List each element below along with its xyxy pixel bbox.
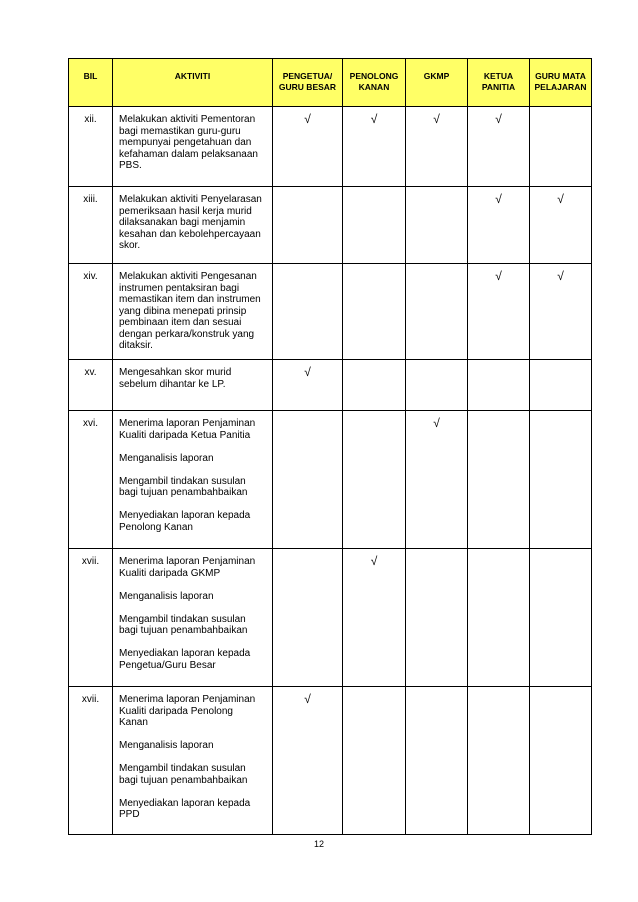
check-mark: √ bbox=[406, 411, 468, 549]
empty-cell bbox=[343, 687, 406, 835]
empty-cell bbox=[530, 687, 592, 835]
activity-line: bagi memastikan guru-guru bbox=[119, 125, 241, 137]
row-number: xiii. bbox=[69, 187, 113, 264]
check-mark: √ bbox=[530, 264, 592, 360]
activity-line: Mengambil tindakan susulan bbox=[119, 475, 246, 487]
activity-line: kesahan dan kebolehpercayaan bbox=[119, 228, 261, 240]
activity-line: Kualiti daripada Penolong bbox=[119, 705, 233, 717]
line-gap bbox=[119, 786, 267, 798]
empty-cell bbox=[273, 187, 343, 264]
activity-line: Kualiti daripada Ketua Panitia bbox=[119, 429, 251, 441]
header-aktiviti: AKTIVITI bbox=[113, 59, 273, 107]
header-row bbox=[69, 59, 592, 107]
table-row bbox=[69, 107, 592, 187]
line-gap bbox=[119, 441, 267, 453]
activity-line: Kualiti daripada GKMP bbox=[119, 567, 221, 579]
row-number: xv. bbox=[69, 360, 113, 411]
header-penolong-kanan: PENOLONG KANAN bbox=[343, 59, 406, 107]
activity-line: Menganalisis laporan bbox=[119, 452, 214, 464]
activity-line: Menerima laporan Penjaminan bbox=[119, 418, 256, 429]
line-gap bbox=[119, 579, 267, 591]
empty-cell bbox=[406, 687, 468, 835]
header-guru-mata-pelajaran: GURU MATA PELAJARAN bbox=[530, 59, 592, 107]
header-bil: BIL bbox=[69, 59, 113, 107]
empty-cell bbox=[273, 549, 343, 687]
check-mark: √ bbox=[273, 360, 343, 411]
activity-line: ditaksir. bbox=[119, 340, 153, 351]
check-mark: √ bbox=[468, 264, 530, 360]
empty-cell bbox=[530, 107, 592, 187]
activity-line: skor. bbox=[119, 240, 141, 251]
activity-line: sebelum dihantar ke LP. bbox=[119, 378, 226, 390]
empty-cell bbox=[406, 187, 468, 264]
line-gap bbox=[119, 752, 267, 764]
row-number: xii. bbox=[69, 107, 113, 187]
line-gap bbox=[119, 637, 267, 649]
empty-cell bbox=[273, 264, 343, 360]
activity-table bbox=[68, 58, 592, 835]
activity-cell bbox=[113, 360, 273, 411]
table-row bbox=[69, 264, 592, 360]
activity-line: Mengambil tindakan susulan bbox=[119, 763, 246, 774]
check-mark: √ bbox=[273, 687, 343, 835]
line-gap bbox=[119, 464, 267, 476]
empty-cell bbox=[406, 549, 468, 687]
activity-line: instrumen pentaksiran bagi bbox=[119, 282, 240, 294]
check-mark: √ bbox=[468, 187, 530, 264]
activity-line: Melakukan aktiviti Penyelarasan bbox=[119, 194, 262, 205]
row-number: xvii. bbox=[69, 687, 113, 835]
empty-cell bbox=[468, 360, 530, 411]
activity-line: bagi tujuan penambahbaikan bbox=[119, 774, 248, 786]
activity-line: memastikan item dan instrumen bbox=[119, 294, 261, 305]
activity-line: Menganalisis laporan bbox=[119, 740, 214, 751]
activity-line: Penolong Kanan bbox=[119, 521, 193, 533]
activity-line: PPD bbox=[119, 809, 140, 820]
empty-cell bbox=[468, 687, 530, 835]
activity-cell bbox=[113, 411, 273, 549]
activity-line: Melakukan aktiviti Pengesanan bbox=[119, 271, 257, 282]
activity-line: bagi tujuan penambahbaikan bbox=[119, 487, 248, 498]
line-gap bbox=[119, 602, 267, 614]
empty-cell bbox=[343, 360, 406, 411]
header-ketua-panitia: KETUA PANITIA bbox=[468, 59, 530, 107]
page-number: 12 bbox=[313, 839, 324, 849]
activity-cell bbox=[113, 187, 273, 264]
activity-line: Kanan bbox=[119, 717, 148, 728]
activity-line: dilaksanakan bagi menjamin bbox=[119, 217, 246, 228]
check-mark: √ bbox=[530, 187, 592, 264]
activity-line: PBS. bbox=[119, 160, 142, 171]
line-gap bbox=[119, 729, 267, 741]
header-gkmp: GKMP bbox=[406, 59, 468, 107]
line-gap bbox=[119, 499, 267, 511]
empty-cell bbox=[406, 360, 468, 411]
row-number: xvii. bbox=[69, 549, 113, 687]
activity-line: dengan perkara/konstruk yang bbox=[119, 328, 255, 340]
activity-line: Mengesahkan skor murid bbox=[119, 367, 232, 378]
row-number: xvi. bbox=[69, 411, 113, 549]
activity-line: bagi tujuan penambahbaikan bbox=[119, 625, 248, 636]
empty-cell bbox=[530, 549, 592, 687]
activity-line: Menyediakan laporan kepada bbox=[119, 797, 251, 809]
activity-line: Menyediakan laporan kepada bbox=[119, 648, 251, 659]
activity-line: Menganalisis laporan bbox=[119, 590, 214, 602]
check-mark: √ bbox=[343, 107, 406, 187]
activity-cell bbox=[113, 549, 273, 687]
activity-cell bbox=[113, 107, 273, 187]
empty-cell bbox=[343, 187, 406, 264]
empty-cell bbox=[530, 360, 592, 411]
check-mark: √ bbox=[343, 549, 406, 687]
check-mark: √ bbox=[273, 107, 343, 187]
activity-line: pemeriksaan hasil kerja murid bbox=[119, 205, 252, 217]
activity-line: Menerima laporan Penjaminan bbox=[119, 556, 256, 567]
check-mark: √ bbox=[406, 107, 468, 187]
activity-line: Mengambil tindakan susulan bbox=[119, 613, 246, 625]
activity-line: pembinaan item dan sesuai bbox=[119, 317, 242, 328]
empty-cell bbox=[343, 411, 406, 549]
empty-cell bbox=[468, 411, 530, 549]
table-row bbox=[69, 411, 592, 549]
activity-line: mempunyai pengetahuan dan bbox=[119, 137, 252, 148]
empty-cell bbox=[343, 264, 406, 360]
activity-line: Menerima laporan Penjaminan bbox=[119, 694, 256, 705]
header-pengetua-guru-besar: PENGETUA/ GURU BESAR bbox=[273, 59, 343, 107]
activity-cell bbox=[113, 264, 273, 360]
row-number: xiv. bbox=[69, 264, 113, 360]
table-row bbox=[69, 549, 592, 687]
empty-cell bbox=[468, 549, 530, 687]
table-row bbox=[69, 360, 592, 411]
activity-line: Pengetua/Guru Besar bbox=[119, 659, 216, 671]
activity-cell bbox=[113, 687, 273, 835]
empty-cell bbox=[406, 264, 468, 360]
empty-cell bbox=[530, 411, 592, 549]
empty-cell bbox=[273, 411, 343, 549]
check-mark: √ bbox=[468, 107, 530, 187]
activity-line: Melakukan aktiviti Pementoran bbox=[119, 114, 256, 125]
activity-line: kefahaman dalam pelaksanaan bbox=[119, 148, 258, 160]
table-row bbox=[69, 687, 592, 835]
activity-line: Menyediakan laporan kepada bbox=[119, 510, 251, 521]
table-row bbox=[69, 187, 592, 264]
table-body bbox=[69, 107, 592, 835]
activity-line: yang dibina menepati prinsip bbox=[119, 305, 247, 317]
